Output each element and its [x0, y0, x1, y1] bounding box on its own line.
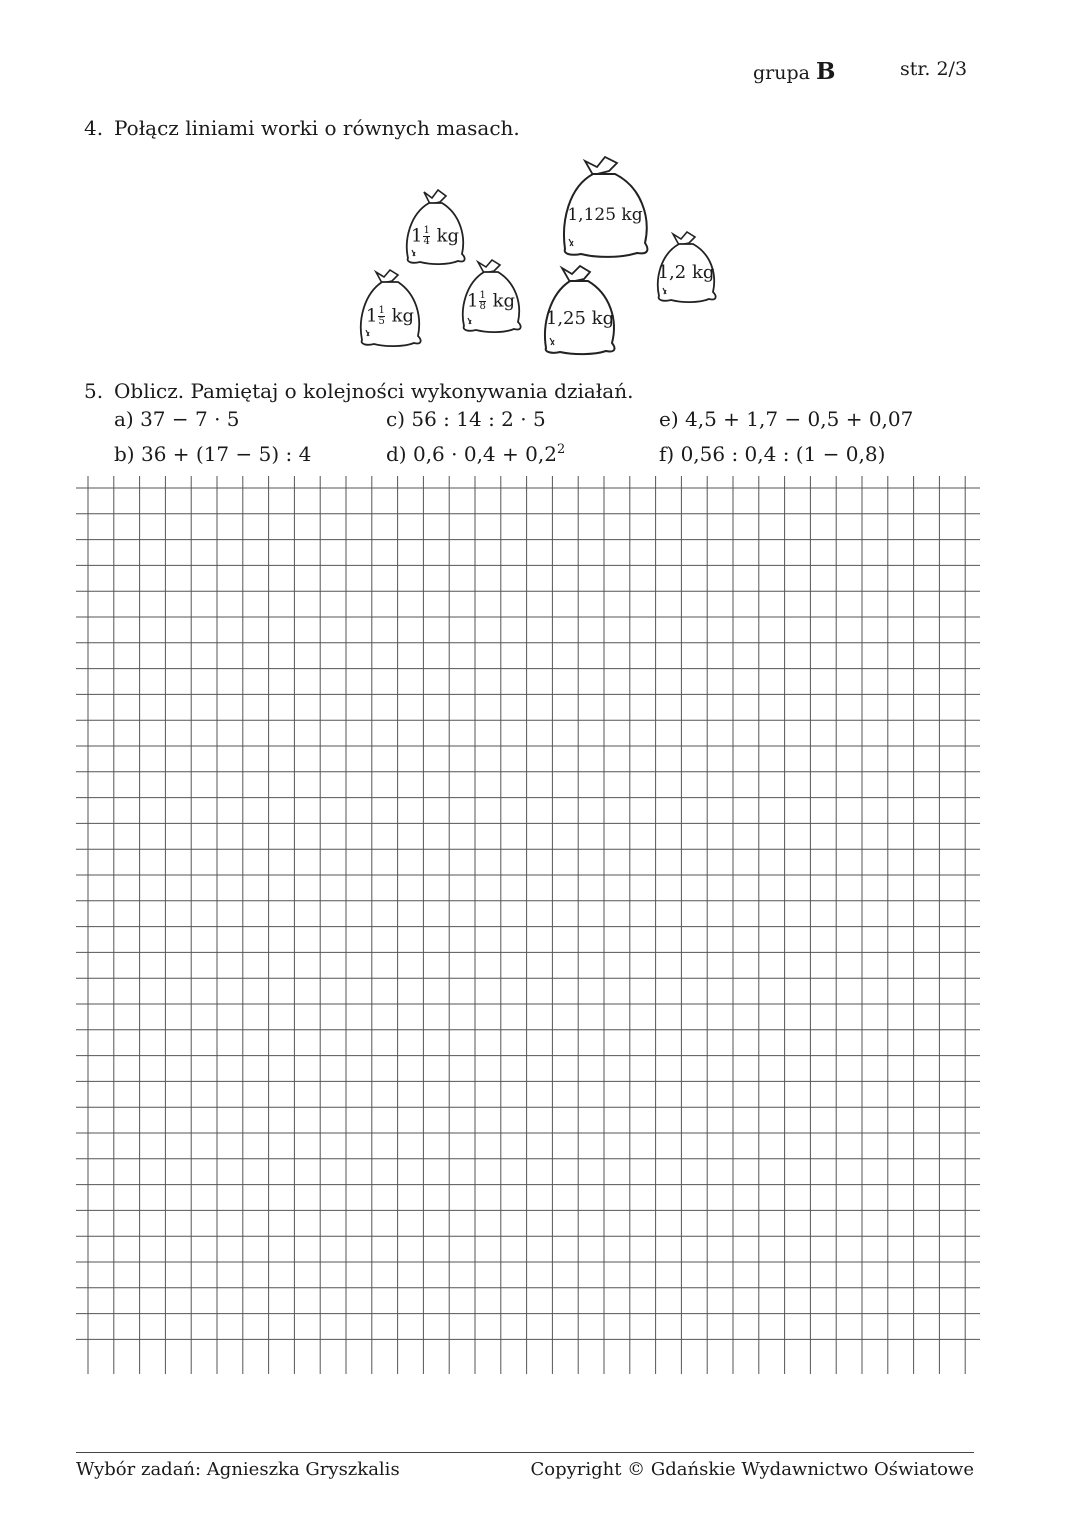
footer-author: Wybór zadań: Agnieszka Gryszkalis [76, 1459, 400, 1480]
expression-b: b) 36 + (17 − 5) : 4 [114, 442, 312, 466]
bag-label: 1,25 kg [545, 308, 615, 329]
page-number: str. 2/3 [900, 58, 968, 80]
bag-label: 1 $\frac{1}{4}$ kg [411, 225, 459, 247]
expression-c: c) 56 : 14 : 2 · 5 [386, 407, 546, 431]
expression-d: d) $0,6 \cdot 0,4 + 0,2^2$ [386, 442, 566, 466]
group-label: grupa B [753, 58, 836, 85]
footer-divider [76, 1452, 974, 1453]
expression-e: e) 4,5 + 1,7 − 0,5 + 0,07 [659, 407, 914, 431]
expression-f: f) 0,56 : 0,4 : (1 − 0,8) [659, 442, 886, 466]
bag-label: 1 $\frac{1}{8}$ kg [467, 290, 515, 312]
group-letter: B [816, 58, 836, 85]
bag-label: 1,2 kg [657, 262, 715, 283]
expression-a: a) 37 − 7 · 5 [114, 407, 240, 431]
bag-label: 1,125 kg [567, 205, 643, 225]
task-5-prompt: 5. Oblicz. Pamiętaj o kolejności wykonywania działań. [84, 379, 634, 403]
footer-copyright: Copyright © Gdańskie Wydawnictwo Oświatowe [530, 1459, 974, 1480]
bag-label: 1 $\frac{1}{5}$ kg [366, 305, 414, 327]
task-4-prompt: 4. Połącz liniami worki o równych masach. [84, 116, 520, 140]
